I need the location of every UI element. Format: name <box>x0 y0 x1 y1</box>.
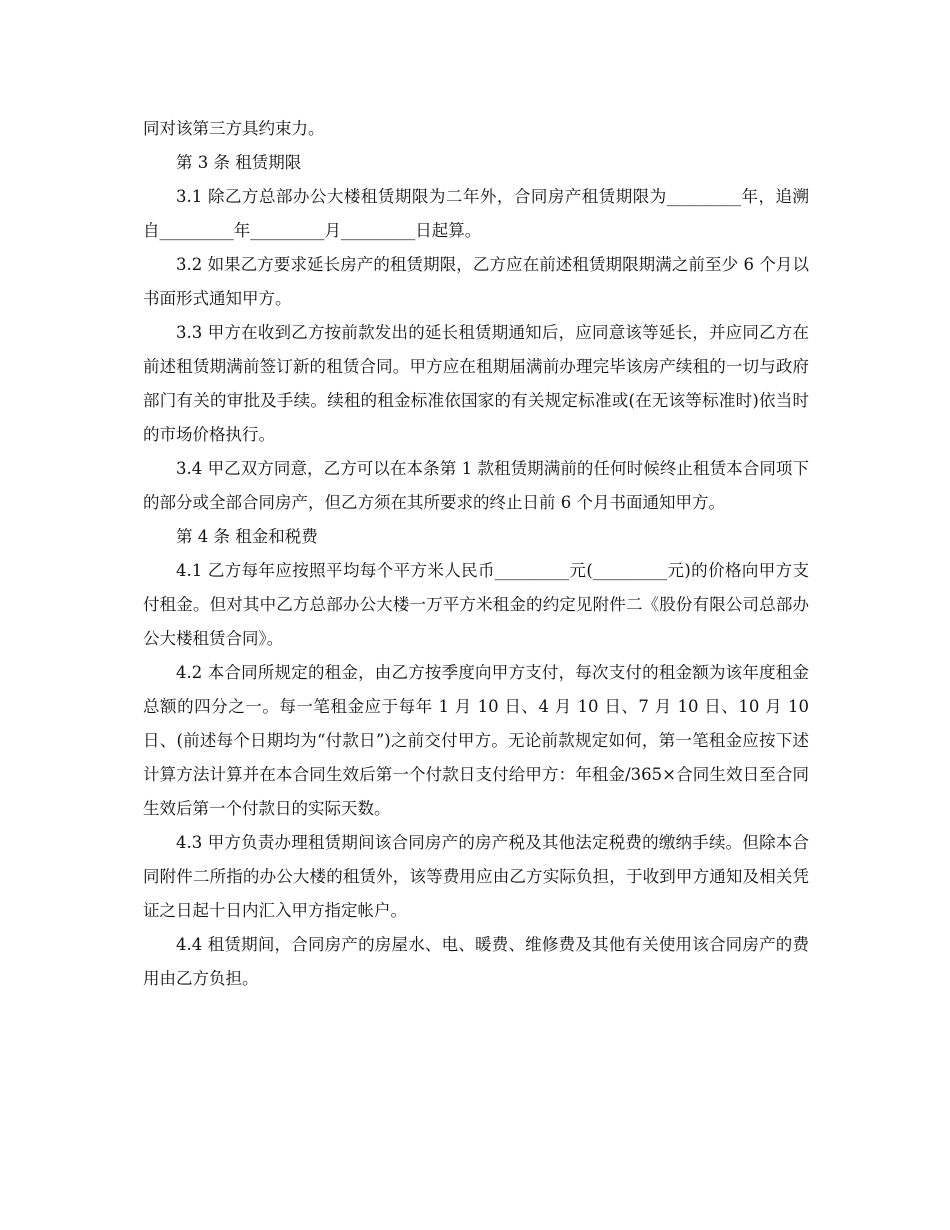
clause-3-1: 3.1 除乙方总部办公大楼租赁期限为二年外，合同房产租赁期限为_________年，追溯自_________年_________月_________日起算。 <box>143 187 809 240</box>
clause-3-3: 3.3 甲方在收到乙方按前款发出的延长租赁期通知后，应同意该等延长，并应同乙方在前述租赁期满前签订新的租赁合同。甲方应在租期届满前办理完毕该房产续租的一切与政府部门有关的审批及手续。续租的租金标准依国家的有关规定标准或(在无该等标准时)依当时的市场价格执行。 <box>143 323 809 444</box>
clause-4-2: 4.2 本合同所规定的租金，由乙方按季度向甲方支付，每次支付的租金额为该年度租金总额的四分之一。每一笔租金应于每年 1 月 10 日、4 月 10 日、7 月 10 日、10 月 10 日、(前述每个日期均为“付款日”)之前交付甲方。无论前款规定如何，第一笔租金应按下述计算方法计算并在本合同生效后第一个付款日支付给甲方：年租金/365×合同生效日至合同生效后第一个付款日的实际天数。 <box>143 663 809 818</box>
document-body <box>143 112 809 996</box>
clause-3-4: 3.4 甲乙双方同意，乙方可以在本条第 1 款租赁期满前的任何时候终止租赁本合同项下的部分或全部合同房产，但乙方须在其所要求的终止日前 6 个月书面通知甲方。 <box>143 459 809 512</box>
clause-4-3: 4.3 甲方负责办理租赁期间该合同房产的房产税及其他法定税费的缴纳手续。但除本合同附件二所指的办公大楼的租赁外，该等费用应由乙方实际负担，于收到甲方通知及相关凭证之日起十日内汇入甲方指定帐户。 <box>143 833 809 920</box>
heading-article-3: 第 3 条 租赁期限 <box>176 153 302 172</box>
heading-article-4: 第 4 条 租金和税费 <box>176 527 318 546</box>
clause-4-4: 4.4 租赁期间，合同房产的房屋水、电、暖费、维修费及其他有关使用该合同房产的费用由乙方负担。 <box>143 935 809 988</box>
clause-3-2: 3.2 如果乙方要求延长房产的租赁期限，乙方应在前述租赁期限期满之前至少 6 个月以书面形式通知甲方。 <box>143 255 809 308</box>
paragraph-continuation: 同对该第三方具约束力。 <box>143 119 325 138</box>
clause-4-1: 4.1 乙方每年应按照平均每个平方米人民币_________元(_________元)的价格向甲方支付租金。但对其中乙方总部办公大楼一万平方米租金的约定见附件二《股份有限公司总部办公大楼租赁合同》。 <box>143 561 809 648</box>
